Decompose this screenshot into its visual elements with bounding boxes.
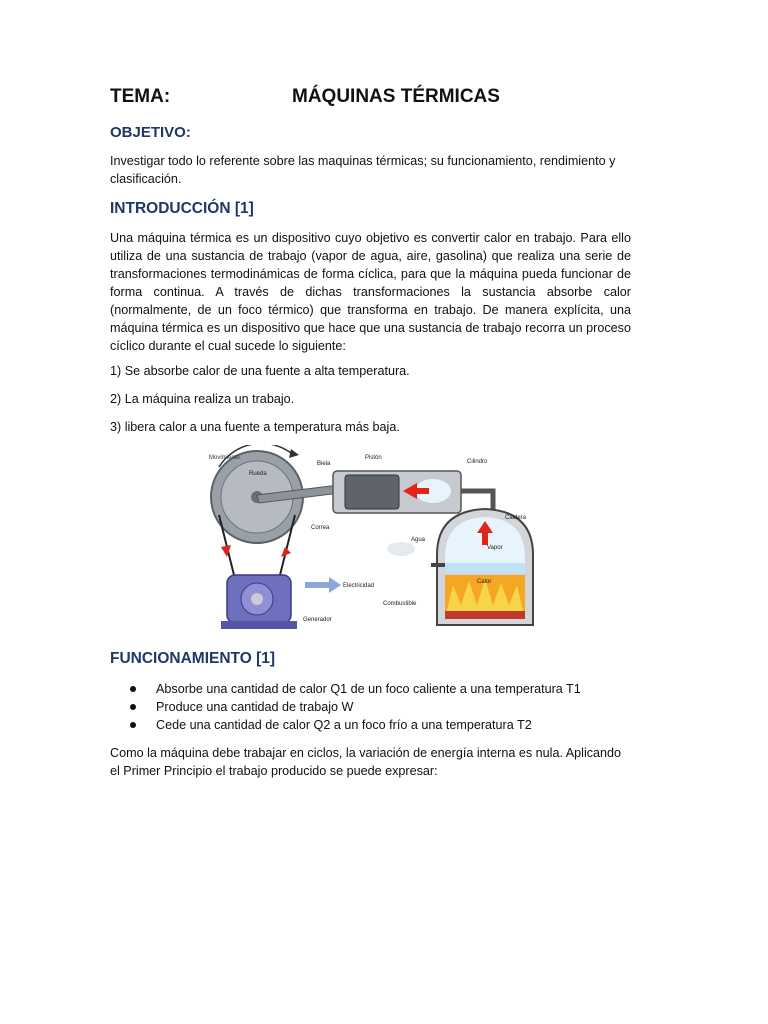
label-piston: Pistón — [365, 455, 382, 461]
introduccion-heading: INTRODUCCIÓN [1] — [110, 200, 254, 217]
funcionamiento-list — [130, 680, 581, 734]
electricity-arrow-icon — [329, 577, 341, 593]
tema-label: TEMA: — [110, 86, 171, 107]
bullet-icon — [130, 722, 136, 728]
label-biela: Biela — [317, 461, 331, 467]
label-cilindro: Cilindro — [467, 459, 488, 465]
intro-list-item-3: 3) libera calor a una fuente a temperatura más baja. — [110, 420, 400, 434]
introduccion-paragraph: Una máquina térmica es un dispositivo cuyo objetivo es convertir calor en trabajo. Para ello utiliza de una sustancia de trabajo (vapor de agua, aire, gasolina) que realiza una serie de transformaciones termodinámicas de forma cíclica, para que la máquina pueda funcionar de forma continua. A través de dichas transformaciones la sustancia absorbe calor (normalmente, de un foco térmico) que transforma en trabajo. De manera explícita, una máquina térmica es un dispositivo que hace que una sustancia de trabajo recorra un proceso cíclico durante el cual sucede lo siguiente: — [110, 231, 631, 353]
piston — [345, 475, 399, 509]
intro-list-item-2: 2) La máquina realiza un trabajo. — [110, 392, 295, 406]
funcionamiento-paragraph: Como la máquina debe trabajar en ciclos, la variación de energía interna es nula. Aplicando el Primer Principio el trabajo producido se puede expresar: — [110, 746, 622, 778]
label-vapor: Vapor — [487, 545, 503, 551]
list-item — [130, 680, 581, 698]
label-combustible: Combustible — [383, 601, 417, 607]
bullet-icon — [130, 686, 136, 692]
steam-engine-diagram — [205, 445, 535, 633]
list-item — [130, 698, 581, 716]
label-caldera: Caldera — [505, 515, 527, 521]
label-correa: Correa — [311, 525, 330, 531]
objetivo-text: Investigar todo lo referente sobre las maquinas térmicas; su funcionamiento, rendimiento y clasificación. — [110, 154, 616, 186]
document-title: MÁQUINAS TÉRMICAS — [292, 86, 500, 107]
label-calor: Calor — [477, 579, 492, 585]
label-generador: Generador — [303, 617, 332, 623]
label-movimiento: Movimiento — [209, 455, 240, 461]
label-agua: Agua — [411, 537, 426, 543]
intro-list-item-1: 1) Se absorbe calor de una fuente a alta temperatura. — [110, 364, 410, 378]
objetivo-heading: OBJETIVO: — [110, 124, 191, 141]
bullet-text: Cede una cantidad de calor Q2 a un foco frío a una temperatura T2 — [156, 718, 532, 732]
label-electricidad: Electricidad — [343, 583, 375, 589]
funcionamiento-heading: FUNCIONAMIENTO [1] — [110, 650, 276, 667]
bullet-text: Absorbe una cantidad de calor Q1 de un foco caliente a una temperatura T1 — [156, 682, 581, 696]
bullet-icon — [130, 704, 136, 710]
bullet-text: Produce una cantidad de trabajo W — [156, 700, 354, 714]
list-item — [130, 716, 581, 734]
label-rueda: Rueda — [249, 471, 267, 477]
